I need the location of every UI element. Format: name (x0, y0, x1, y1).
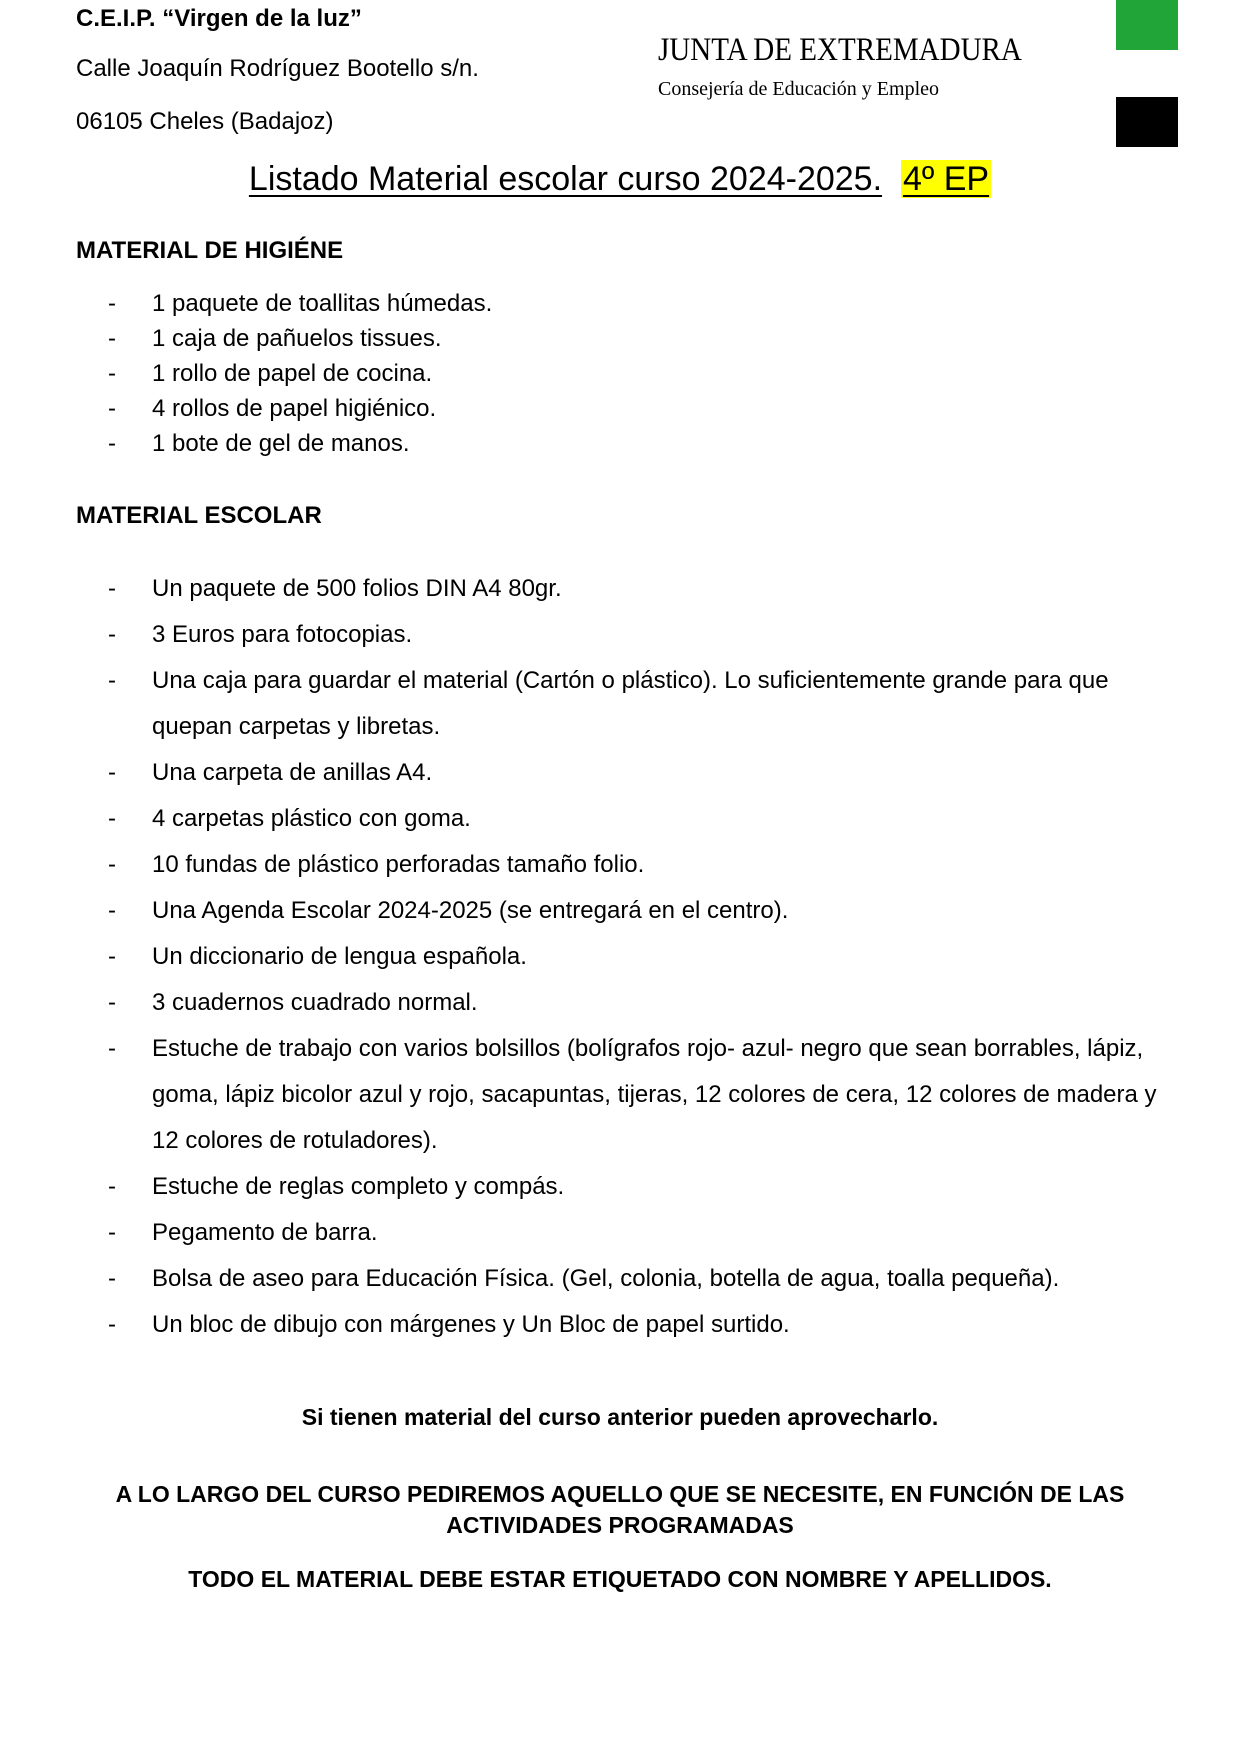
list-item-text: 1 bote de gel de manos. (152, 430, 410, 457)
list-item-text: Estuche de trabajo con varios bolsillos (bolígrafos rojo- azul- negro que sean borrables, lápiz, goma, lápiz bicolor azul y rojo, sacapuntas, tijeras, 12 colores de cera, 12 colores de madera y 12 colores de rotuladores). (152, 1035, 1157, 1154)
list-item (108, 426, 1168, 461)
logo-title: JUNTA DE EXTREMADURA (658, 32, 1022, 68)
list-item-text: Una carpeta de anillas A4. (152, 759, 433, 786)
school-material-heading: MATERIAL ESCOLAR (76, 502, 322, 529)
title-grade-highlight: 4º EP (902, 160, 990, 198)
bullet-dash: - (108, 805, 116, 832)
hygiene-list (108, 286, 1168, 461)
list-item-text: Bolsa de aseo para Educación Física. (Gel, colonia, botella de agua, toalla pequeña). (152, 1265, 1060, 1292)
label-notice: TODO EL MATERIAL DEBE ESTAR ETIQUETADO CON NOMBRE Y APELLIDOS. (188, 1566, 1052, 1592)
bullet-dash: - (108, 325, 116, 352)
hygiene-heading: MATERIAL DE HIGIÉNE (76, 237, 344, 264)
bullet-dash: - (108, 290, 116, 317)
list-item-text: Una caja para guardar el material (Cartón o plástico). Lo suficientemente grande para que quepan carpetas y libretas. (152, 667, 1109, 740)
list-item (108, 321, 1168, 356)
course-notice: A LO LARGO DEL CURSO PEDIREMOS AQUELLO QUE SE NECESITE, EN FUNCIÓN DE LAS ACTIVIDADES PROGRAMADAS (115, 1481, 1125, 1538)
bullet-dash: - (108, 1173, 116, 1200)
logo-black-square (1116, 97, 1178, 147)
list-item-text: Un bloc de dibujo con márgenes y Un Bloc de papel surtido. (152, 1311, 790, 1338)
list-item (108, 934, 1168, 980)
address-city: 06105 Cheles (Badajoz) (76, 108, 334, 135)
bullet-dash: - (108, 989, 116, 1016)
address-street: Calle Joaquín Rodríguez Bootello s/n. (76, 55, 479, 82)
list-item (108, 566, 1168, 612)
list-item-text: Un paquete de 500 folios DIN A4 80gr. (152, 575, 562, 602)
list-item (108, 1164, 1168, 1210)
list-item-text: 1 rollo de papel de cocina. (152, 360, 433, 387)
bullet-dash: - (108, 395, 116, 422)
list-item (108, 796, 1168, 842)
bullet-dash: - (108, 430, 116, 457)
bullet-dash: - (108, 1219, 116, 1246)
list-item (108, 356, 1168, 391)
document-title (0, 155, 1240, 203)
list-item (108, 658, 1168, 750)
bullet-dash: - (108, 1311, 116, 1338)
school-name: C.E.I.P. “Virgen de la luz” (76, 5, 362, 32)
title-text: Listado Material escolar curso 2024-2025. (248, 160, 883, 198)
list-item-text: Pegamento de barra. (152, 1219, 378, 1246)
bullet-dash: - (108, 759, 116, 786)
bullet-dash: - (108, 851, 116, 878)
logo-green-square (1116, 0, 1178, 50)
list-item-text: 10 fundas de plástico perforadas tamaño folio. (152, 851, 645, 878)
bullet-dash: - (108, 667, 116, 694)
list-item (108, 842, 1168, 888)
reuse-note: Si tienen material del curso anterior pueden aprovecharlo. (301, 1404, 939, 1430)
bullet-dash: - (108, 1035, 116, 1062)
list-item-text: Un diccionario de lengua española. (152, 943, 527, 970)
list-item (108, 391, 1168, 426)
list-item (108, 980, 1168, 1026)
list-item (108, 1210, 1168, 1256)
list-item-text: Estuche de reglas completo y compás. (152, 1173, 565, 1200)
list-item (108, 1302, 1168, 1348)
list-item-text: 4 rollos de papel higiénico. (152, 395, 437, 422)
list-item-text: Una Agenda Escolar 2024-2025 (se entregará en el centro). (152, 897, 789, 924)
list-item-text: 1 paquete de toallitas húmedas. (152, 290, 493, 317)
logo-subtitle: Consejería de Educación y Empleo (658, 78, 940, 100)
school-material-list (108, 566, 1168, 1348)
list-item-text: 4 carpetas plástico con goma. (152, 805, 471, 832)
junta-logo (658, 28, 1022, 104)
bullet-dash: - (108, 360, 116, 387)
list-item (108, 1256, 1168, 1302)
list-item (108, 612, 1168, 658)
bullet-dash: - (108, 621, 116, 648)
list-item (108, 888, 1168, 934)
bullet-dash: - (108, 897, 116, 924)
bullet-dash: - (108, 943, 116, 970)
list-item-text: 3 Euros para fotocopias. (152, 621, 413, 648)
list-item (108, 750, 1168, 796)
list-item-text: 1 caja de pañuelos tissues. (152, 325, 442, 352)
list-item (108, 286, 1168, 321)
bullet-dash: - (108, 575, 116, 602)
list-item (108, 1026, 1168, 1164)
bullet-dash: - (108, 1265, 116, 1292)
list-item-text: 3 cuadernos cuadrado normal. (152, 989, 478, 1016)
